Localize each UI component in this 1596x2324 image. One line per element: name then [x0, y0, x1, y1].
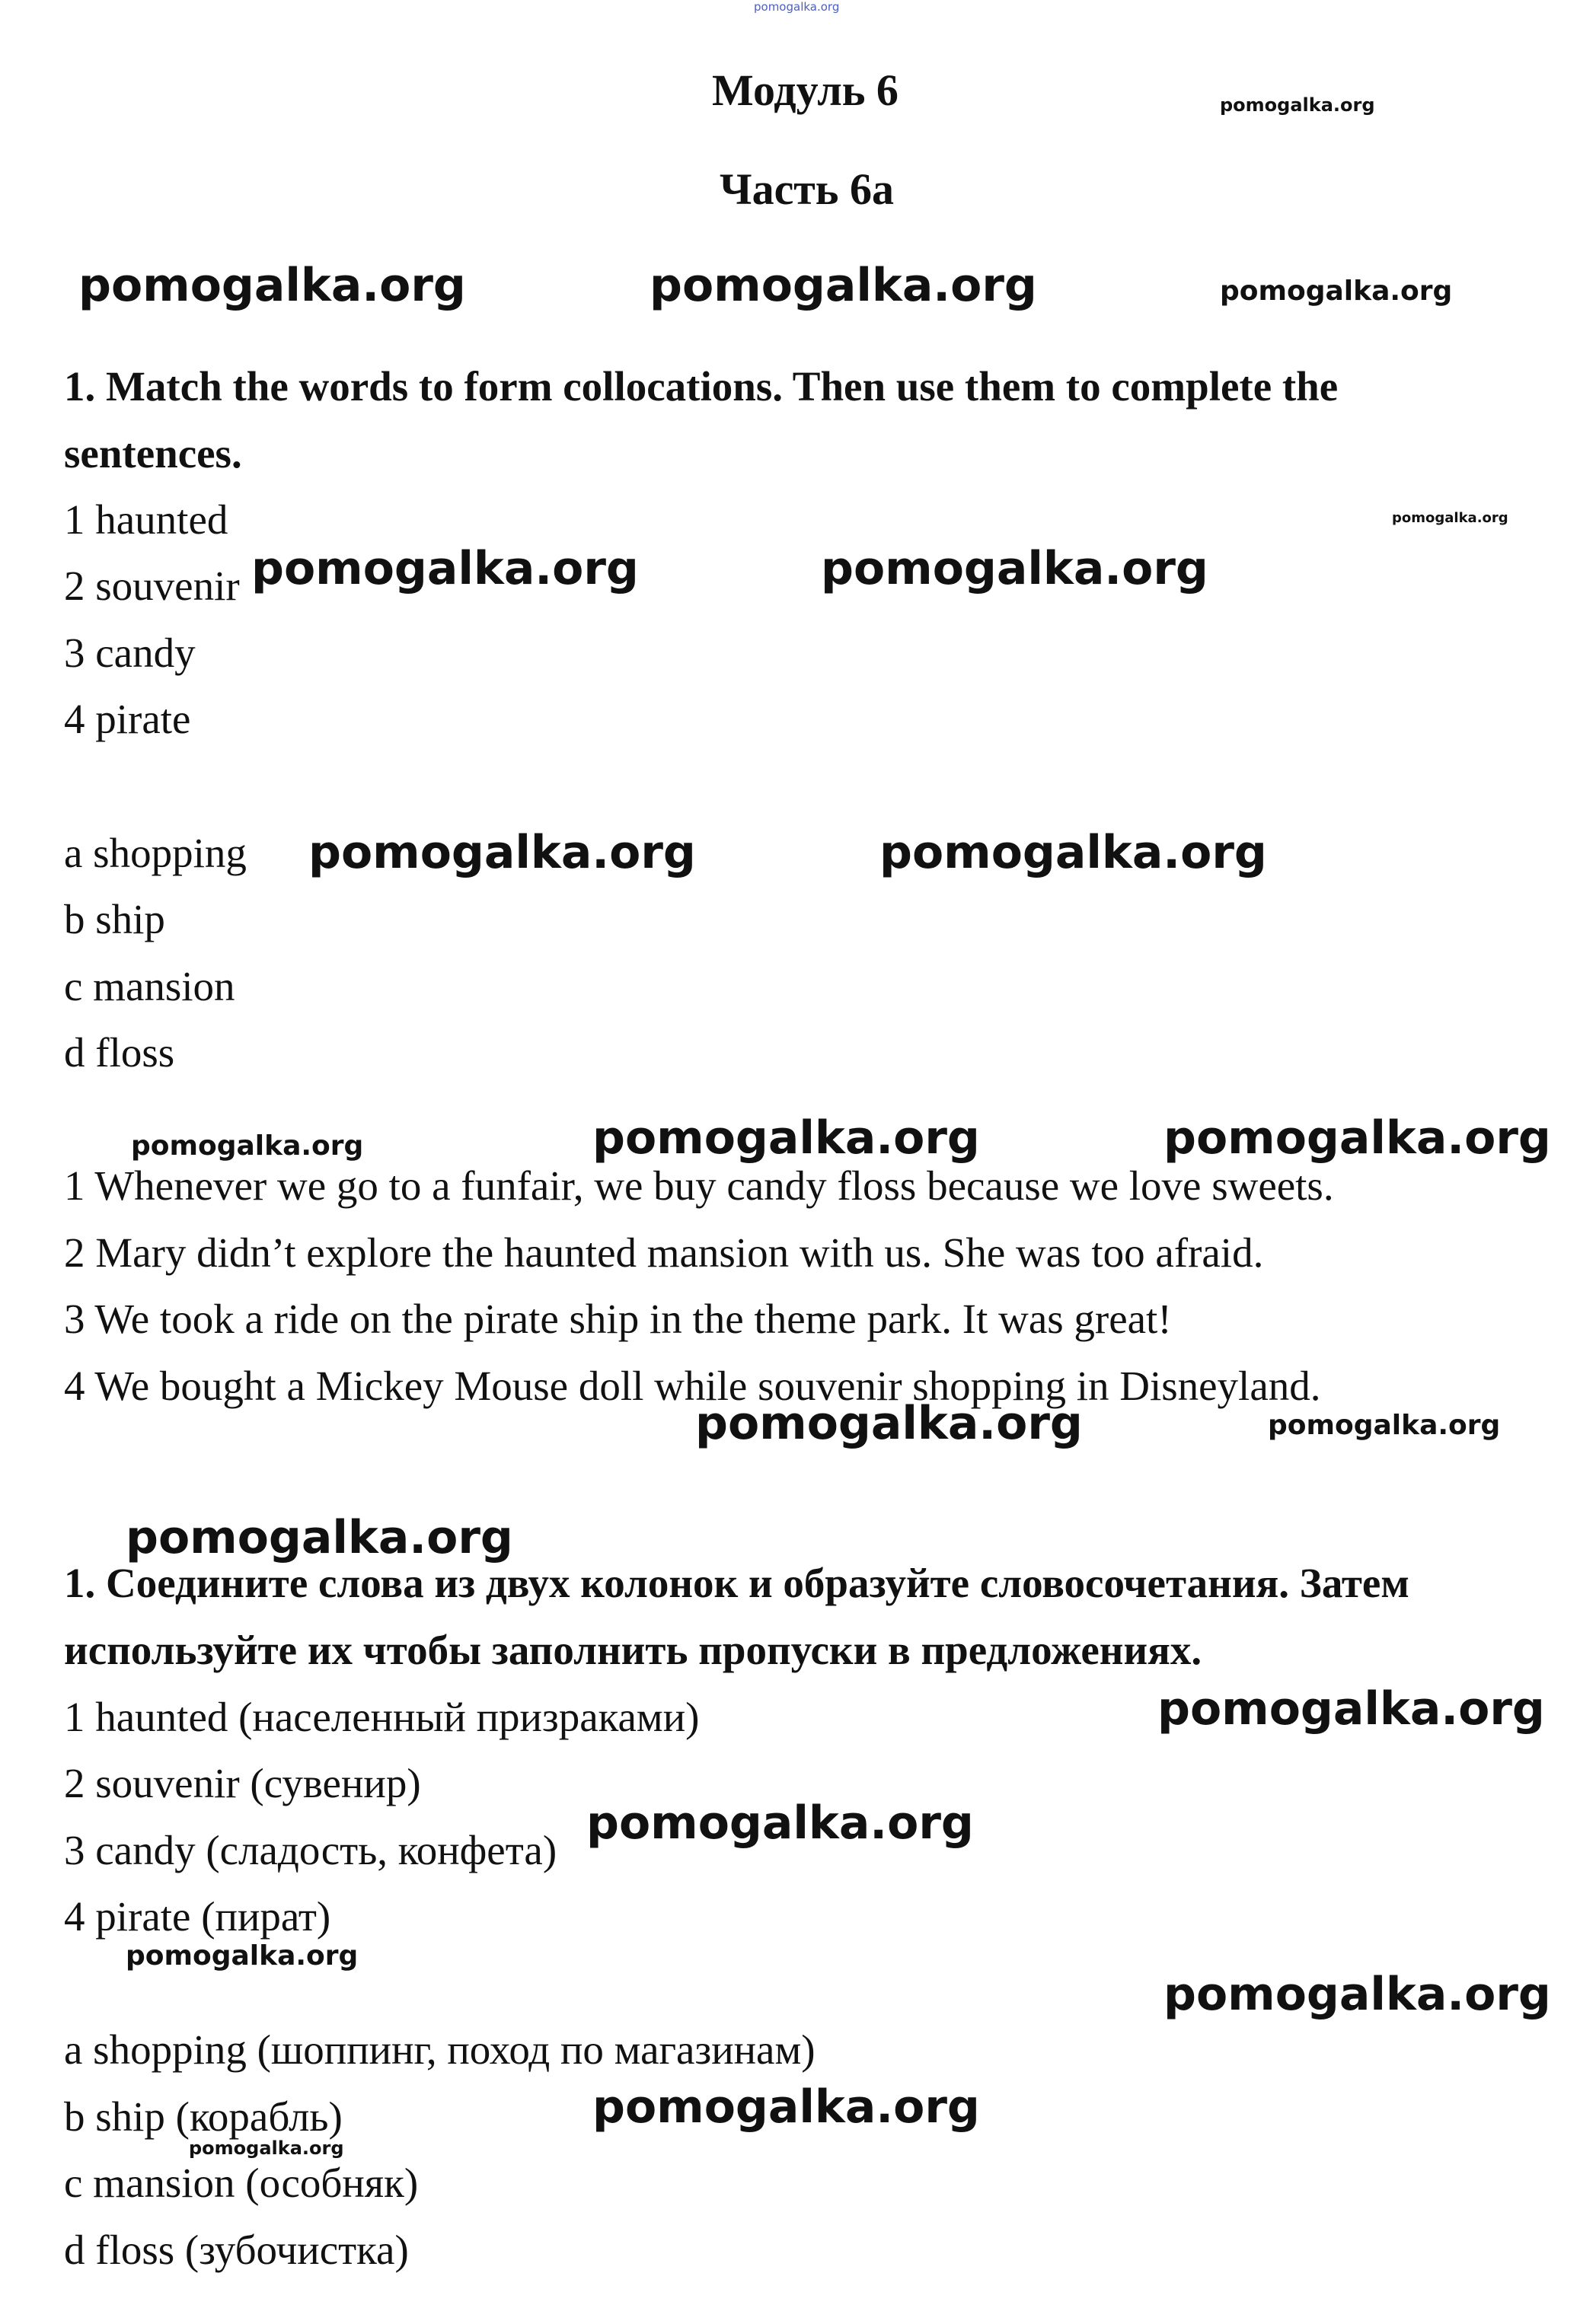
part-title: Часть 6а: [720, 164, 894, 214]
sentence: 4 We bought a Mickey Mouse doll while souvenir shopping in Disneyland.: [64, 1363, 1321, 1409]
list-item: a shopping (шоппинг, поход по магазинам): [64, 2026, 816, 2073]
watermark: pomogalka.org: [308, 826, 696, 879]
sentence: 2 Mary didn’t explore the haunted mansion with us. She was too afraid.: [64, 1229, 1264, 1276]
watermark: pomogalka.org: [1163, 1111, 1551, 1165]
watermark: pomogalka.org: [251, 542, 639, 595]
watermark: pomogalka.org: [592, 2080, 980, 2134]
list-item: a shopping: [64, 830, 247, 876]
watermark: pomogalka.org: [131, 1130, 364, 1162]
watermark: pomogalka.org: [1220, 276, 1453, 307]
sentence: 3 We took a ride on the pirate ship in the theme park. It was great!: [64, 1296, 1172, 1342]
list-item: c mansion (особняк): [64, 2160, 419, 2206]
watermark: pomogalka.org: [592, 1111, 980, 1165]
list-item: 1 haunted (населенный призраками): [64, 1694, 700, 1740]
task-en-heading-line2: sentences.: [64, 430, 242, 477]
task-ru-heading-line1: 1. Соедините слова из двух колонок и образуйте словосочетания. Затем: [64, 1560, 1409, 1606]
watermark: pomogalka.org: [695, 1397, 1083, 1450]
watermark: pomogalka.org: [1268, 1410, 1501, 1441]
watermark: pomogalka.org: [586, 1796, 974, 1850]
watermark: pomogalka.org: [189, 2138, 344, 2159]
watermark: pomogalka.org: [1220, 94, 1375, 116]
list-item: d floss (зубочистка): [64, 2227, 409, 2273]
list-item: b ship: [64, 896, 165, 942]
list-item: d floss: [64, 1029, 175, 1076]
watermark: pomogalka.org: [78, 259, 466, 312]
list-item: 3 candy (сладость, конфета): [64, 1827, 557, 1873]
list-item: 4 pirate (пират): [64, 1893, 331, 1940]
task-en-heading-line1: 1. Match the words to form collocations. Then use them to complete the: [64, 363, 1339, 410]
list-item: 1 haunted: [64, 496, 228, 543]
sentence: 1 Whenever we go to a funfair, we buy candy floss because we love sweets.: [64, 1162, 1334, 1209]
task-ru-heading-line2: используйте их чтобы заполнить пропуски в предложениях.: [64, 1627, 1202, 1673]
watermark: pomogalka.org: [754, 0, 840, 14]
watermark: pomogalka.org: [126, 1940, 359, 1972]
list-item: c mansion: [64, 963, 235, 1009]
watermark: pomogalka.org: [821, 542, 1208, 595]
watermark: pomogalka.org: [879, 826, 1267, 879]
watermark: pomogalka.org: [1163, 1968, 1551, 2021]
watermark: pomogalka.org: [650, 259, 1037, 312]
watermark: pomogalka.org: [1392, 510, 1508, 526]
list-item: b ship (корабль): [64, 2093, 343, 2140]
list-item: 4 pirate: [64, 696, 191, 742]
watermark: pomogalka.org: [1157, 1682, 1545, 1736]
list-item: 2 souvenir (сувенир): [64, 1760, 421, 1806]
list-item: 3 candy: [64, 630, 196, 676]
module-title: Модуль 6: [712, 65, 899, 115]
watermark: pomogalka.org: [126, 1511, 513, 1564]
list-item: 2 souvenir: [64, 563, 240, 609]
